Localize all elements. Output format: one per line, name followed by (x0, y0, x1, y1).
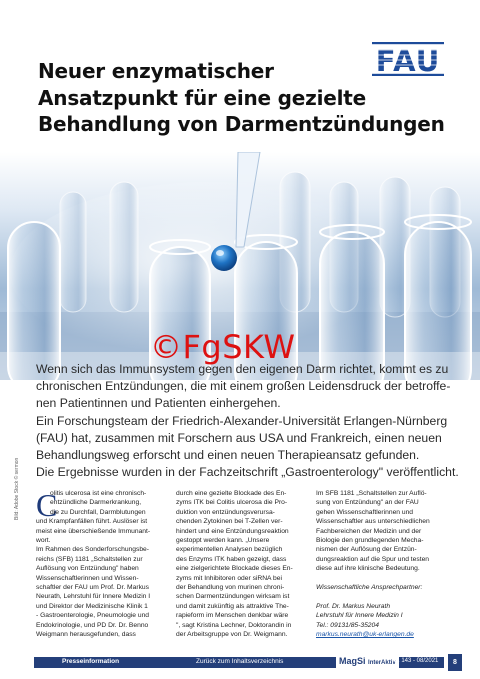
body-line: - Gastroenterologie, Pneumologie und (36, 612, 150, 620)
body-line: Auflösung von Entzündung" haben (36, 565, 139, 573)
intro-text (36, 361, 459, 481)
body-line: die zu Durchfall, Darmblutungen (50, 508, 146, 516)
body-line: Weigmann herausgefunden, dass (36, 631, 136, 639)
logo-text: FAU (375, 44, 441, 76)
intro-line: chronischen Entzündungen, die mit einem großen Leidensdruck der betroffe- (36, 379, 451, 394)
body-line: Fachbereichen der Medizin und der (316, 527, 422, 535)
intro-line: Wenn sich das Immunsystem gegen den eigenen Darm richtet, kommt es zu (36, 362, 449, 376)
page-number: 8 (448, 654, 462, 671)
body-line: und Direktor der Medizinische Klinik 1 (36, 602, 148, 610)
body-line: zyms mit Inhibitoren oder siRNA bei (176, 574, 282, 582)
title-line: Neuer enzymatischer (38, 59, 274, 83)
body-line: Neurath, Lehrstuhl für Innere Medizin I (36, 593, 151, 601)
body-line: wort. (36, 537, 51, 545)
intro-line: nen Patientinnen und Patienten einhergehen. (36, 396, 281, 411)
body-line: diese auf ihre klinische Bedeutung. (316, 565, 420, 573)
body-line: olitis ulcerosa ist eine chronisch- (50, 490, 147, 497)
intro-line: (FAU) hat, zusammen mit Forschern aus USA und Frankreich, einen neuen (36, 430, 442, 445)
spacer (316, 574, 446, 583)
contact-dept: Lehrstuhl für Innere Medizin I (316, 612, 403, 620)
body-line: nismen der Auflösung der Entzün- (316, 546, 417, 554)
intro-paragraph (36, 413, 459, 482)
body-line: der Arbeitsgruppe von Dr. Weigmann. (176, 631, 288, 639)
body-line: hindert und eine Entzündungsreaktion (176, 527, 289, 535)
intro-line: Behandlungsweg erforscht und einen neuen Therapieansatz gefunden. (36, 448, 420, 463)
body-line: Endokrinologie, und PD Dr. Dr. Benno (36, 621, 149, 629)
body-column-1 (36, 489, 166, 640)
brand-name: MagSi (339, 656, 366, 666)
body-line: sung von Entzündung" an der FAU (316, 499, 419, 507)
body-line: und damit zukünftig als attraktive The- (176, 602, 289, 610)
body-line: dungsreaktion auf die Spur und testen (316, 555, 430, 563)
body-line: experimentellen Analysen bezüglich (176, 546, 283, 554)
body-line: gehen Wissenschaftlerinnen und (316, 508, 414, 516)
intro-line: Ein Forschungsteam der Friedrich-Alexander-Universität Erlangen-Nürnberg (36, 413, 448, 428)
body-column-3 (316, 489, 446, 639)
fau-logo (372, 42, 444, 76)
intro-paragraph (36, 361, 456, 413)
issue-number: Nr. 143 - 08/2021 (392, 658, 439, 664)
intro-line: Die Ergebnisse wurden in der Fachzeitschrift „Gastroenterology" veröffentlicht. (36, 465, 459, 480)
body-line: meist eine überschießende Immunant- (36, 527, 151, 535)
body-line: duktion von entzündungsverursa- (176, 508, 275, 516)
body-line: chenden Zytokinen bei T-Zellen ver- (176, 518, 283, 526)
body-line: Biologie den grundlegenden Mecha- (316, 537, 424, 545)
body-line: zyms ITK bei Colitis ulcerosa die Pro- (176, 499, 288, 507)
body-column-2 (176, 489, 306, 640)
body-line: des Enzyms ITK haben gezeigt, dass (176, 555, 287, 563)
magazine-brand (336, 654, 399, 669)
body-line: Im Rahmen des Sonderforschungsbe- (36, 546, 150, 554)
body-line: Wissenschaftlerinnen und Wissen- (36, 574, 139, 582)
title-line: Behandlung von Darmentzündungen (38, 112, 445, 136)
body-line: rapieform im Menschen denkbar wäre (176, 612, 289, 620)
body-line: ", sagt Kristina Lechner, Doktorandin in (176, 621, 292, 629)
body-line: entzündliche Darmerkrankung, (50, 499, 142, 507)
body-line: der Behandlung von murinen chroni- (176, 584, 285, 592)
toc-link[interactable]: Zurück zum Inhaltsverzeichnis (196, 658, 284, 665)
body-line: schaftler der FAU um Prof. Dr. Markus (36, 584, 149, 592)
spacer (316, 592, 446, 601)
contact-email-link[interactable]: markus.neurath@uk-erlangen.de (316, 631, 414, 639)
body-line: und Krampfanfällen führt. Auslöser ist (36, 518, 148, 526)
body-line: Wissenschaftler aus unterschiedlichen (316, 518, 430, 526)
body-line: reichs (SFB) 1181 „Schaltstellen zur (36, 555, 143, 563)
drop-cap: C (36, 487, 58, 523)
footer-section: Presseinformation (62, 658, 120, 665)
body-line: gestoppt werden kann. „Unsere (176, 537, 270, 545)
contact-name: Prof. Dr. Markus Neurath (316, 602, 391, 610)
watermark: ©FgSKW (150, 328, 296, 366)
body-line: durch eine gezielte Blockade des En- (176, 490, 287, 497)
photo-credit: Bild: Adobe Stock © sermon (14, 457, 20, 520)
contact-phone: Tel.: 09131/85-35204 (316, 621, 379, 629)
body-line: Im SFB 1181 „Schaltstellen zur Auflö- (316, 490, 427, 497)
body-line: schen Darmentzündungen wirksam ist (176, 593, 290, 601)
body-line: eine zielgerichtete Blockade dieses En- (176, 565, 293, 573)
contact-heading: Wissenschaftliche Ansprechpartner: (316, 584, 423, 592)
brand-suffix: InterAktiv (368, 660, 396, 666)
title-line: Ansatzpunkt für eine gezielte (38, 85, 367, 110)
